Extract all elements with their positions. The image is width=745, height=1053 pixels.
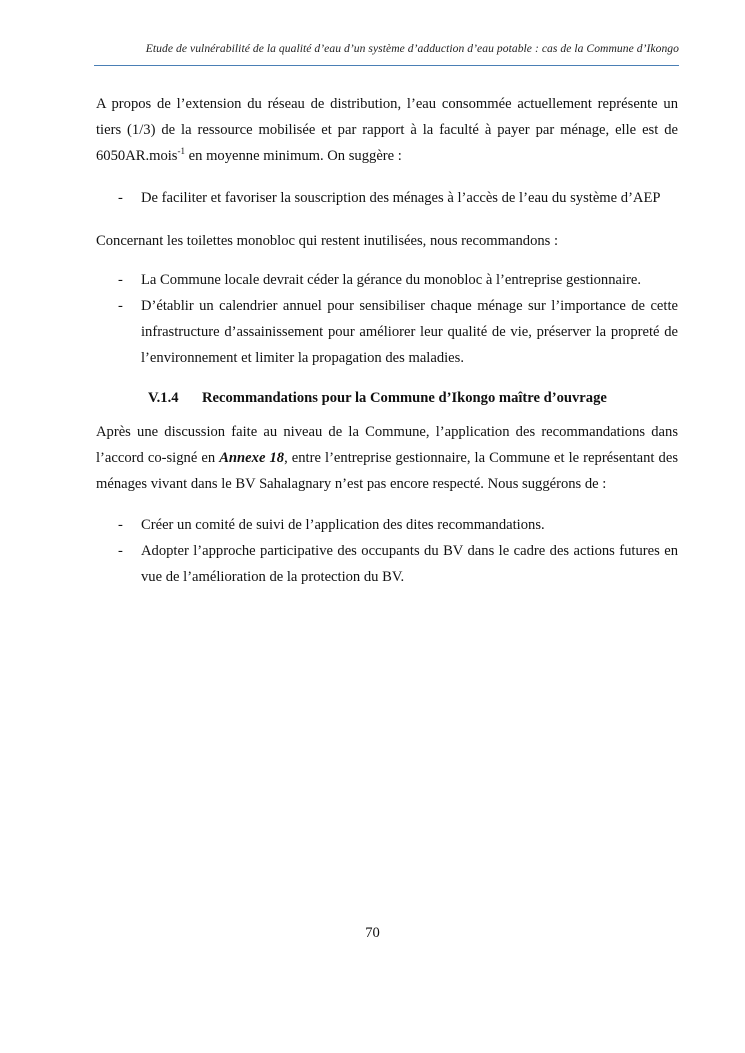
paragraph-3-text: Après une discussion faite au niveau de la Commune, l’application des recommandations dans l’accord co-signé en (96, 424, 678, 466)
list-dash: - (118, 543, 123, 559)
list-recommendations (96, 267, 678, 371)
paragraph-distribution-extension (96, 91, 678, 169)
paragraph-commune-discussion (96, 419, 678, 497)
section-heading (148, 387, 607, 409)
paragraph-1-superscript: -1 (177, 146, 185, 157)
paragraph-1-text-end: en moyenne minimum. On suggère : (185, 148, 402, 164)
paragraph-2-text: Concernant les toilettes monobloc qui restent inutilisées, nous recommandons : (96, 233, 559, 249)
list-item-text: Adopter l’approche participative des occupants du BV dans le cadre des actions futures en vue de l’amélioration de la protection du BV. (141, 543, 678, 585)
list-item (96, 267, 678, 293)
page-number: 70 (365, 925, 380, 941)
list-item (96, 512, 678, 538)
list-dash: - (118, 272, 123, 288)
list-item-text: D’établir un calendrier annuel pour sensibiliser chaque ménage sur l’importance de cette infrastructure d’assainissement pour améliorer leur qualité de vie, préserver la propreté de l’environnement et limiter la propagation des maladies. (141, 298, 678, 366)
list-dash: - (118, 190, 123, 206)
header-rule (94, 65, 679, 66)
list-item (96, 185, 678, 211)
list-item-text: Créer un comité de suivi de l’application des dites recommandations. (141, 517, 545, 533)
list-item (96, 293, 678, 371)
list-dash: - (118, 298, 123, 314)
section-number: V.1.4 (148, 390, 179, 406)
paragraph-toilets (96, 228, 678, 254)
list-suggestions (96, 185, 678, 211)
paragraph-1-text: A propos de l’extension du réseau de distribution, l’eau consommée actuellement représente un tiers (1/3) de la ressource mobilisée et par rapport à la faculté à payer par ménage, elle est de 6050AR.mois (96, 96, 678, 164)
list-suggestions-commune (96, 512, 678, 590)
list-dash: - (118, 517, 123, 533)
list-item-text: La Commune locale devrait céder la gérance du monobloc à l’entreprise gestionnaire. (141, 272, 642, 288)
section-title: Recommandations pour la Commune d’Ikongo maître d’ouvrage (202, 390, 607, 406)
list-item-text: De faciliter et favoriser la souscription des ménages à l’accès de l’eau du système d’AEP (141, 190, 661, 206)
running-header: Etude de vulnérabilité de la qualité d’eau d’un système d’adduction d’eau potable : cas de la Commune d’Ikongo (145, 42, 679, 55)
annex-reference: Annexe 18 (219, 450, 285, 466)
list-item (96, 538, 678, 590)
paragraph-3-text-end: , entre l’entreprise gestionnaire, la Commune et le représentant des ménages vivant dans le BV Sahalagnary n’est pas encore respecté. Nous suggérons de : (96, 450, 678, 492)
